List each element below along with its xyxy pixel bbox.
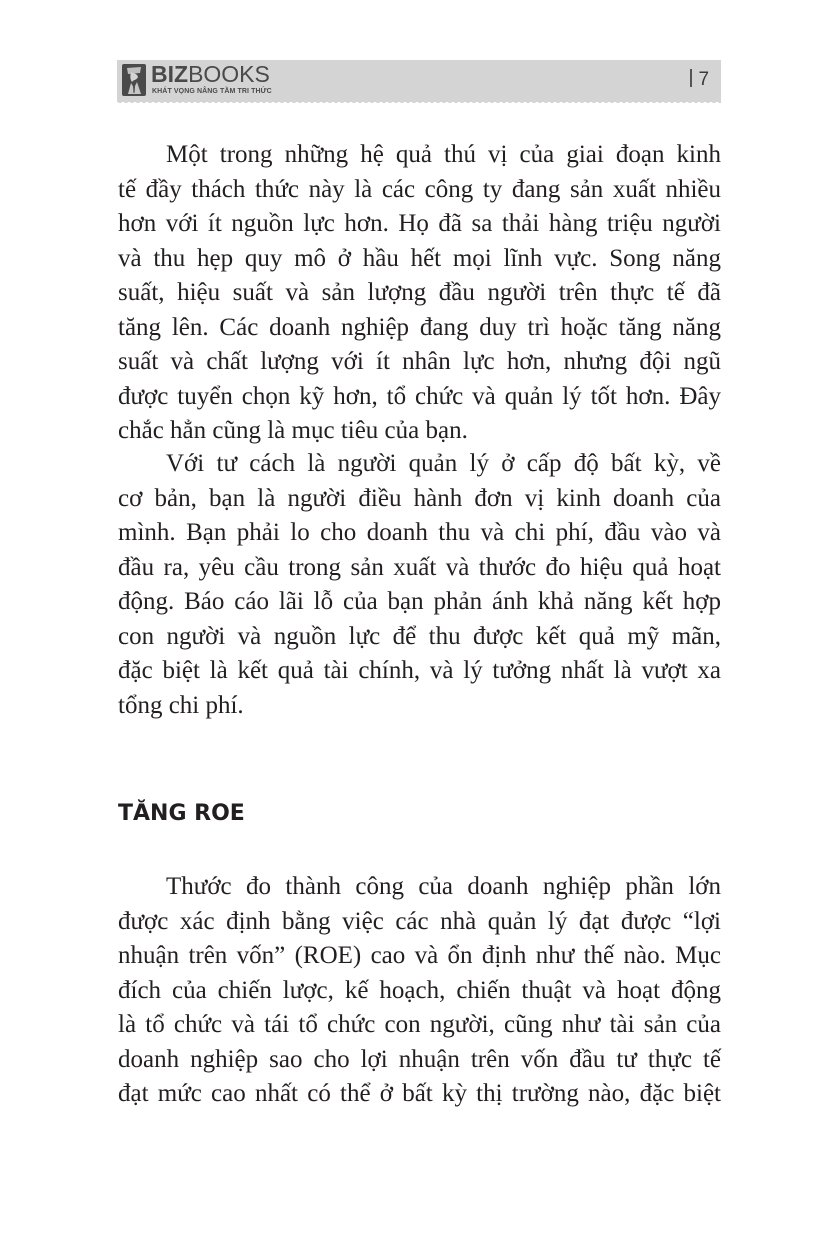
text-line: hơn với ít nguồn lực hơn. Họ đã sa thải hàng triệu người — [118, 210, 721, 237]
text-line: suất và chất lượng với ít nhân lực hơn, nhưng đội ngũ — [118, 348, 721, 375]
paragraph-2 — [118, 447, 721, 723]
page-number-divider — [690, 69, 692, 87]
paragraph-3 — [118, 870, 721, 1112]
text-line: tế đầy thách thức này là các công ty đang sản xuất nhiều — [118, 175, 721, 203]
text-line: suất, hiệu suất và sản lượng đầu người trên thực tế đã — [118, 279, 721, 306]
bizbooks-logo-icon — [122, 64, 146, 96]
text-line: là tổ chức và tái tổ chức con người, cũng như tài sản của — [118, 1011, 721, 1038]
header-dotted-edge — [117, 101, 721, 105]
text-line: đầu ra, yêu cầu trong sản xuất và thước đo hiệu quả hoạt — [118, 553, 721, 581]
text-line: nhuận trên vốn” (ROE) cao và ổn định như thế nào. Mục — [118, 942, 721, 969]
section-heading: TĂNG ROE — [118, 801, 245, 826]
text-line: Với tư cách là người quản lý ở cấp độ bất kỳ, về — [166, 450, 721, 477]
brand-name — [151, 61, 270, 87]
text-line: doanh nghiệp sao cho lợi nhuận trên vốn đầu tư thực tế — [118, 1045, 721, 1073]
text-line: động. Báo cáo lãi lỗ của bạn phản ánh khả năng kết hợp — [118, 588, 721, 615]
text-line: tăng lên. Các doanh nghiệp đang duy trì hoặc tăng năng — [118, 313, 721, 341]
text-line: được xác định bằng việc các nhà quản lý đạt được “lợi — [118, 907, 721, 935]
page-number-value: 7 — [698, 69, 710, 90]
text-line: đích của chiến lược, kế hoạch, chiến thuật và hoạt động — [118, 976, 721, 1004]
page-number — [690, 69, 709, 91]
text-line: được tuyển chọn kỹ hơn, tổ chức và quản lý tốt hơn. Đây — [118, 382, 721, 410]
brand-name-light: BOOKS — [188, 61, 270, 87]
text-line: tổng chi phí. — [118, 691, 244, 719]
text-line: cơ bản, bạn là người điều hành đơn vị kinh doanh của — [118, 484, 721, 512]
text-line: con người và nguồn lực để thu được kết quả mỹ mãn, — [118, 622, 721, 650]
paragraph-1 — [118, 138, 721, 449]
brand-name-bold: BIZ — [151, 61, 189, 87]
text-line: mình. Bạn phải lo cho doanh thu và chi phí, đầu vào và — [118, 519, 721, 546]
text-line: đặc biệt là kết quả tài chính, và lý tưởng nhất là vượt xa — [118, 657, 721, 684]
text-line: Thước đo thành công của doanh nghiệp phần lớn — [166, 873, 721, 900]
text-line: và thu hẹp quy mô ở hầu hết mọi lĩnh vực. Song năng — [118, 244, 721, 272]
text-line: chắc hẳn cũng là mục tiêu của bạn. — [118, 417, 468, 444]
text-line: Một trong những hệ quả thú vị của giai đoạn kinh — [166, 141, 721, 168]
text-line: đạt mức cao nhất có thể ở bất kỳ thị trường nào, đặc biệt — [118, 1080, 721, 1107]
brand-tagline: KHÁT VỌNG NÂNG TẦM TRI THỨC — [152, 88, 272, 95]
